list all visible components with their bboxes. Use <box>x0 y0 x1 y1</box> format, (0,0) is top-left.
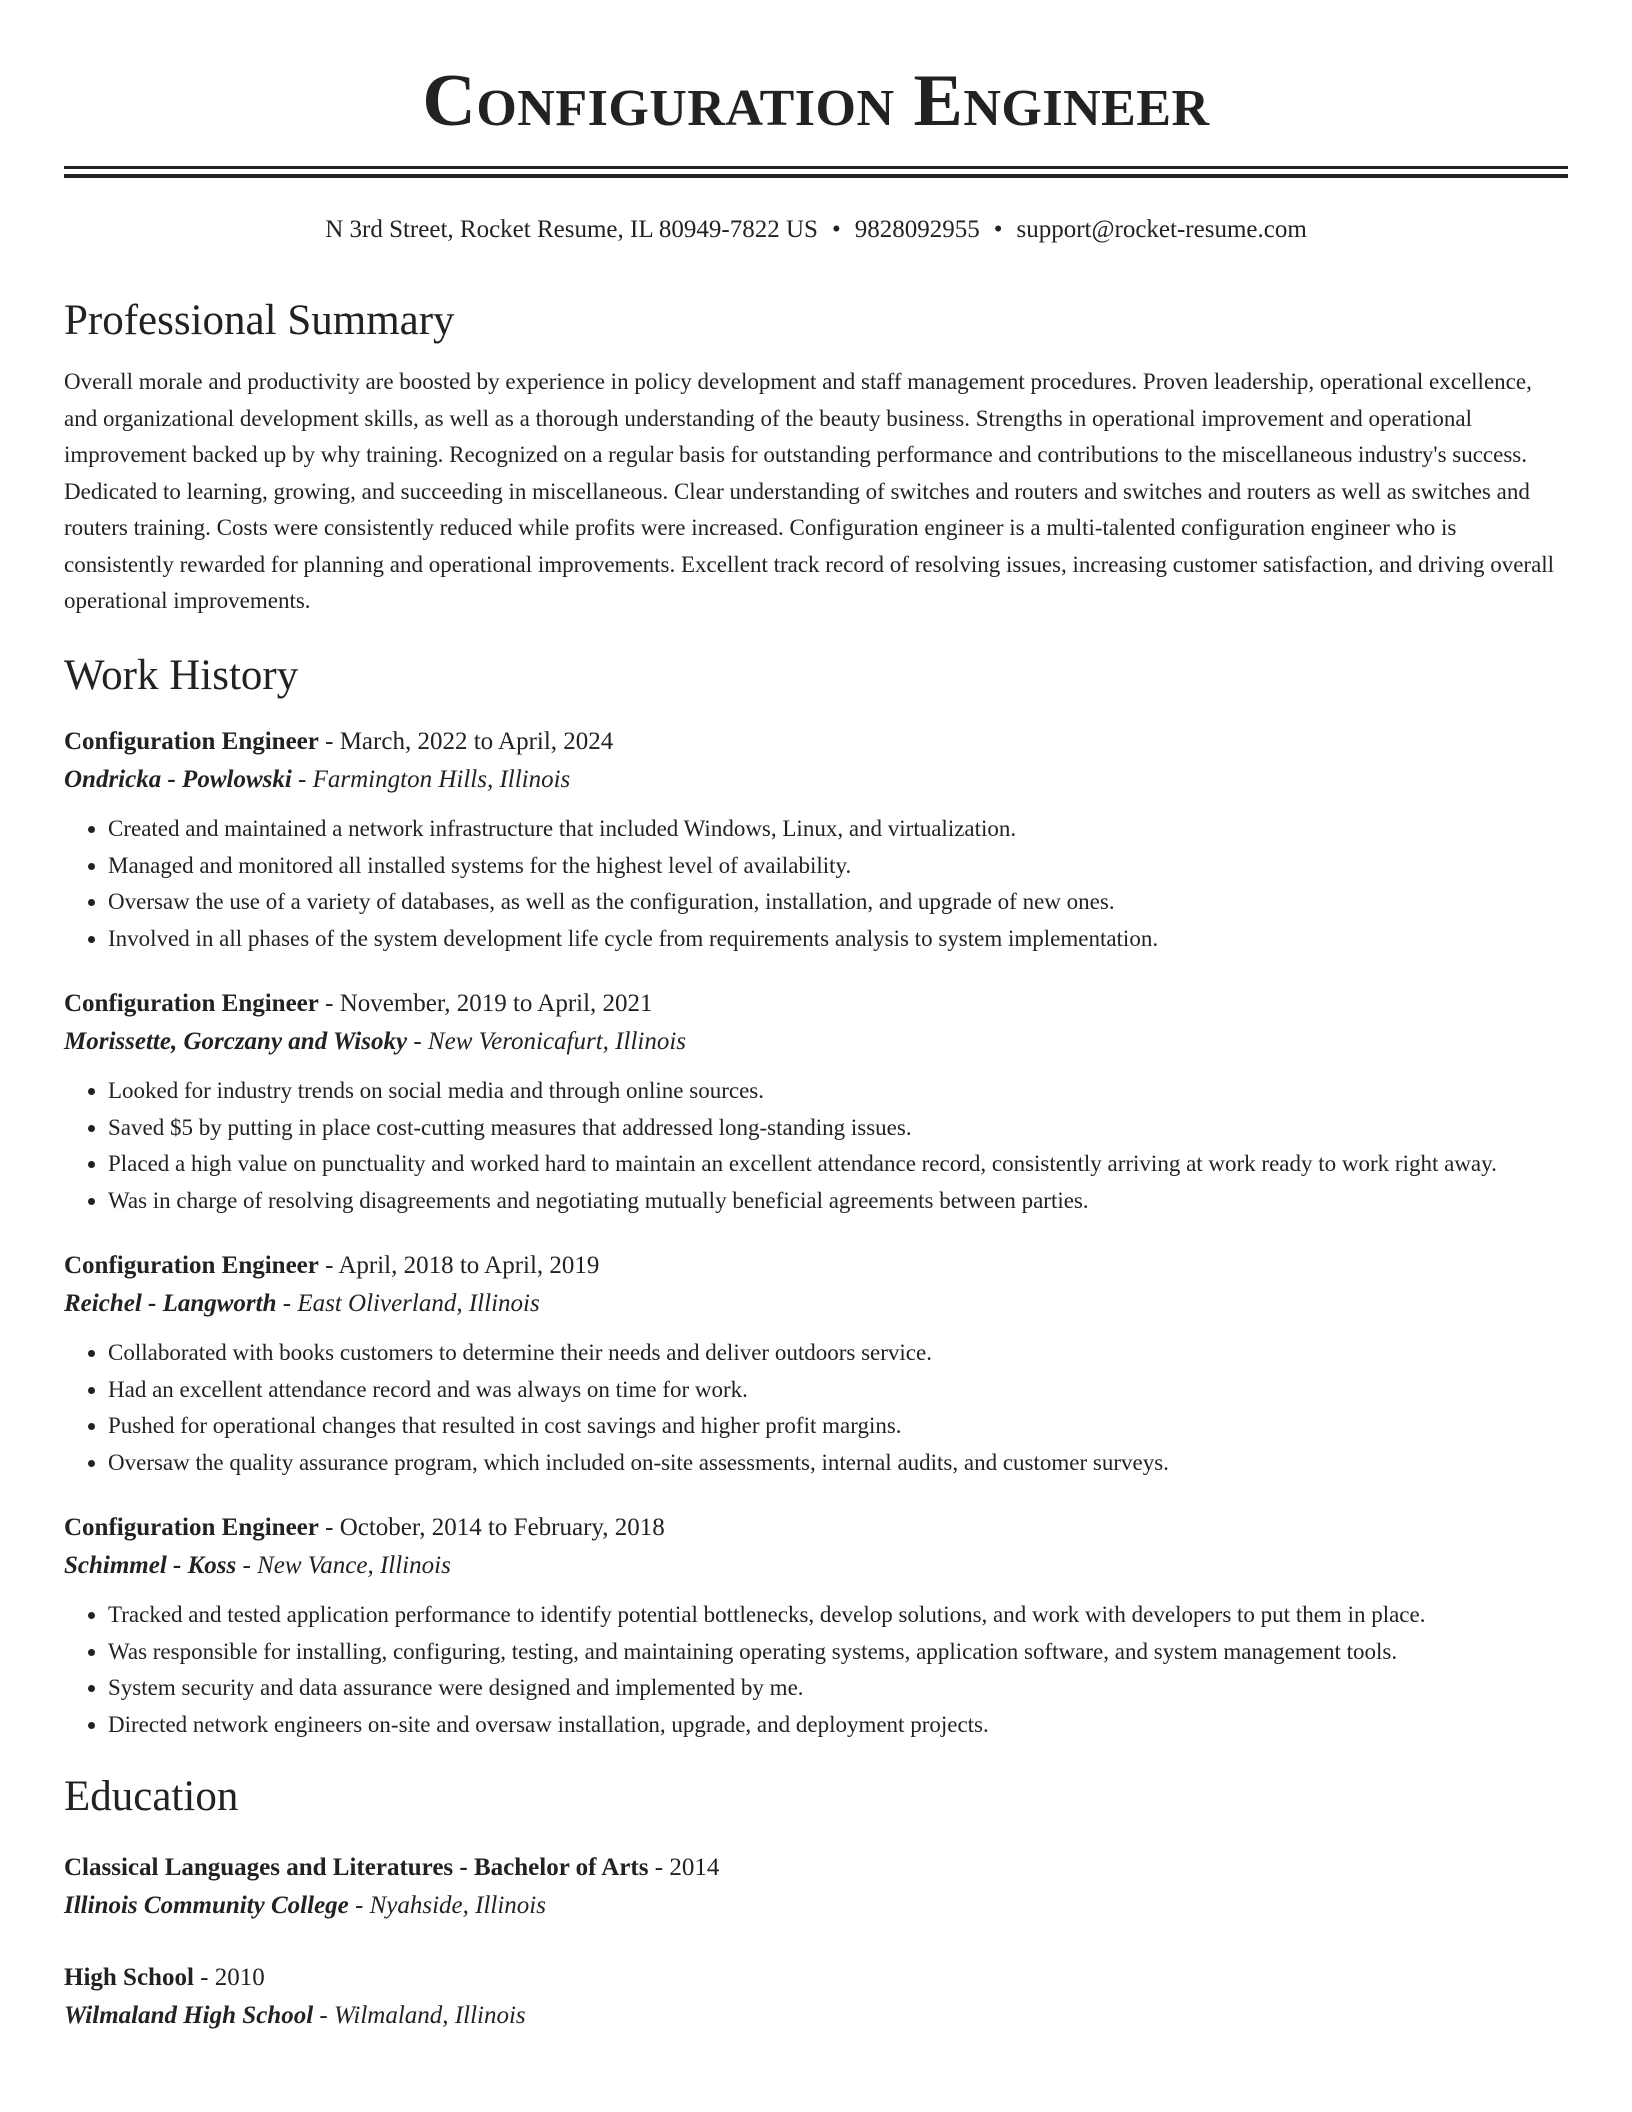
job-bullet: • Directed network engineers on-site and oversaw installation, upgrade, and deployment projects. <box>108 1707 1568 1744</box>
education-school: Illinois Community College <box>64 1891 349 1919</box>
job-company: Ondricka - Powlowski <box>64 766 292 794</box>
education-school-line: Illinois Community College - Nyahside, Illinois <box>64 1891 546 1919</box>
title-double-rule <box>64 166 1568 178</box>
job-bullet: • Involved in all phases of the system development life cycle from requirements analysis to system implementation. <box>108 921 1568 958</box>
work-history-list <box>64 723 1568 1743</box>
contact-separator: • <box>993 216 1003 243</box>
job-bullets <box>64 1073 1568 1219</box>
job-bullet: • Managed and monitored all installed systems for the highest level of availability. <box>108 848 1568 885</box>
job-entry <box>64 1247 1568 1481</box>
job-bullet: • Oversaw the use of a variety of databases, as well as the configuration, installation, and upgrade of new ones. <box>108 884 1568 921</box>
job-company-line: Reichel - Langworth - East Oliverland, Illinois <box>64 1290 540 1318</box>
education-degree: High School <box>64 1963 194 1991</box>
job-bullet: • Oversaw the quality assurance program, which included on-site assessments, internal audits, and customer surveys. <box>108 1445 1568 1482</box>
job-bullets <box>64 811 1568 957</box>
job-entry <box>64 723 1568 957</box>
education-entry <box>64 1849 1568 1925</box>
job-bullets <box>64 1335 1568 1481</box>
education-location: Wilmaland, Illinois <box>333 2001 526 2029</box>
job-entry <box>64 1509 1568 1743</box>
job-entry <box>64 985 1568 1219</box>
job-role: Configuration Engineer <box>64 1514 319 1542</box>
job-bullet: • System security and data assurance were designed and implemented by me. <box>108 1670 1568 1707</box>
job-bullet: • Tracked and tested application performance to identify potential bottlenecks, develop solutions, and work with developers to put them in place. <box>108 1597 1568 1634</box>
summary-text: Overall morale and productivity are boosted by experience in policy development and staff management procedures. Proven leadership, operational excellence, and organizational development skills, as well as a thorough understanding of the beauty business. Strengths in operational improvement and operational improvement backed up by why training. Recognized on a regular basis for outstanding performance and contributions to the miscellaneous industry's success. Dedicated to learning, growing, and succeeding in miscellaneous. Clear understanding of switches and routers and switches and routers as well as switches and routers training. Costs were consistently reduced while profits were increased. Configuration engineer is a multi-talented configuration engineer who is consistently rewarded for planning and operational improvements. Excellent track record of resolving issues, increasing customer satisfaction, and driving overall operational improvements. <box>64 369 1555 614</box>
contact-separator: • <box>831 216 841 243</box>
education-location: Nyahside, Illinois <box>369 1891 546 1919</box>
job-dates: March, 2022 to April, 2024 <box>339 728 614 756</box>
contact-line <box>64 214 1568 247</box>
resume-title: Configuration Engineer <box>422 60 1210 142</box>
job-bullet: • Had an excellent attendance record and was always on time for work. <box>108 1372 1568 1409</box>
job-location: New Vance, Illinois <box>257 1552 451 1580</box>
job-company-line: Morissette, Gorczany and Wisoky - New Veronicafurt, Illinois <box>64 1028 687 1056</box>
education-school-line: Wilmaland High School - Wilmaland, Illinois <box>64 2001 526 2029</box>
contact-phone: 9828092955 <box>854 216 980 243</box>
summary-heading: Professional Summary <box>64 296 455 344</box>
education-entry <box>64 1959 1568 2035</box>
contact-address: N 3rd Street, Rocket Resume, IL 80949-7822 US <box>325 216 818 243</box>
job-location: East Oliverland, Illinois <box>297 1290 540 1318</box>
job-bullet: • Pushed for operational changes that resulted in cost savings and higher profit margins. <box>108 1408 1568 1445</box>
job-role: Configuration Engineer <box>64 1252 319 1280</box>
education-school: Wilmaland High School <box>64 2001 314 2029</box>
job-role-line: Configuration Engineer - November, 2019 to April, 2021 <box>64 990 653 1018</box>
job-company: Schimmel - Koss <box>64 1552 237 1580</box>
job-dates: October, 2014 to February, 2018 <box>339 1514 665 1542</box>
job-company: Morissette, Gorczany and Wisoky <box>64 1028 408 1056</box>
education-year: 2010 <box>214 1963 265 1991</box>
education-heading: Education <box>64 1773 239 1821</box>
job-role: Configuration Engineer <box>64 728 319 756</box>
job-role: Configuration Engineer <box>64 990 319 1018</box>
job-bullet: • Was in charge of resolving disagreements and negotiating mutually beneficial agreements between parties. <box>108 1183 1568 1220</box>
education-degree-line: High School - 2010 <box>64 1963 265 1991</box>
job-company: Reichel - Langworth <box>64 1290 277 1318</box>
education-degree-line: Classical Languages and Literatures - Bachelor of Arts - 2014 <box>64 1853 720 1881</box>
job-bullets <box>64 1597 1568 1743</box>
job-bullet: • Placed a high value on punctuality and worked hard to maintain an excellent attendance record, consistently arriving at work ready to work right away. <box>108 1146 1568 1183</box>
job-location: Farmington Hills, Illinois <box>312 766 571 794</box>
job-role-line: Configuration Engineer - March, 2022 to April, 2024 <box>64 728 614 756</box>
job-bullet: • Created and maintained a network infrastructure that included Windows, Linux, and virtualization. <box>108 811 1568 848</box>
job-dates: November, 2019 to April, 2021 <box>339 990 653 1018</box>
job-bullet: • Collaborated with books customers to determine their needs and deliver outdoors service. <box>108 1335 1568 1372</box>
job-role-line: Configuration Engineer - October, 2014 to February, 2018 <box>64 1514 665 1542</box>
education-year: 2014 <box>669 1853 720 1881</box>
job-dates: April, 2018 to April, 2019 <box>338 1252 600 1280</box>
job-company-line: Schimmel - Koss - New Vance, Illinois <box>64 1552 451 1580</box>
job-location: New Veronicafurt, Illinois <box>427 1028 687 1056</box>
contact-email: support@rocket-resume.com <box>1016 216 1307 243</box>
job-bullet: • Looked for industry trends on social media and through online sources. <box>108 1073 1568 1110</box>
work-history-heading: Work History <box>64 651 299 699</box>
job-role-line: Configuration Engineer - April, 2018 to April, 2019 <box>64 1252 600 1280</box>
education-degree: Classical Languages and Literatures - Bachelor of Arts <box>64 1853 649 1881</box>
job-bullet: • Saved $5 by putting in place cost-cutting measures that addressed long-standing issues. <box>108 1110 1568 1147</box>
job-bullet: • Was responsible for installing, configuring, testing, and maintaining operating systems, application software, and system management tools. <box>108 1634 1568 1671</box>
job-company-line: Ondricka - Powlowski - Farmington Hills, Illinois <box>64 766 571 794</box>
